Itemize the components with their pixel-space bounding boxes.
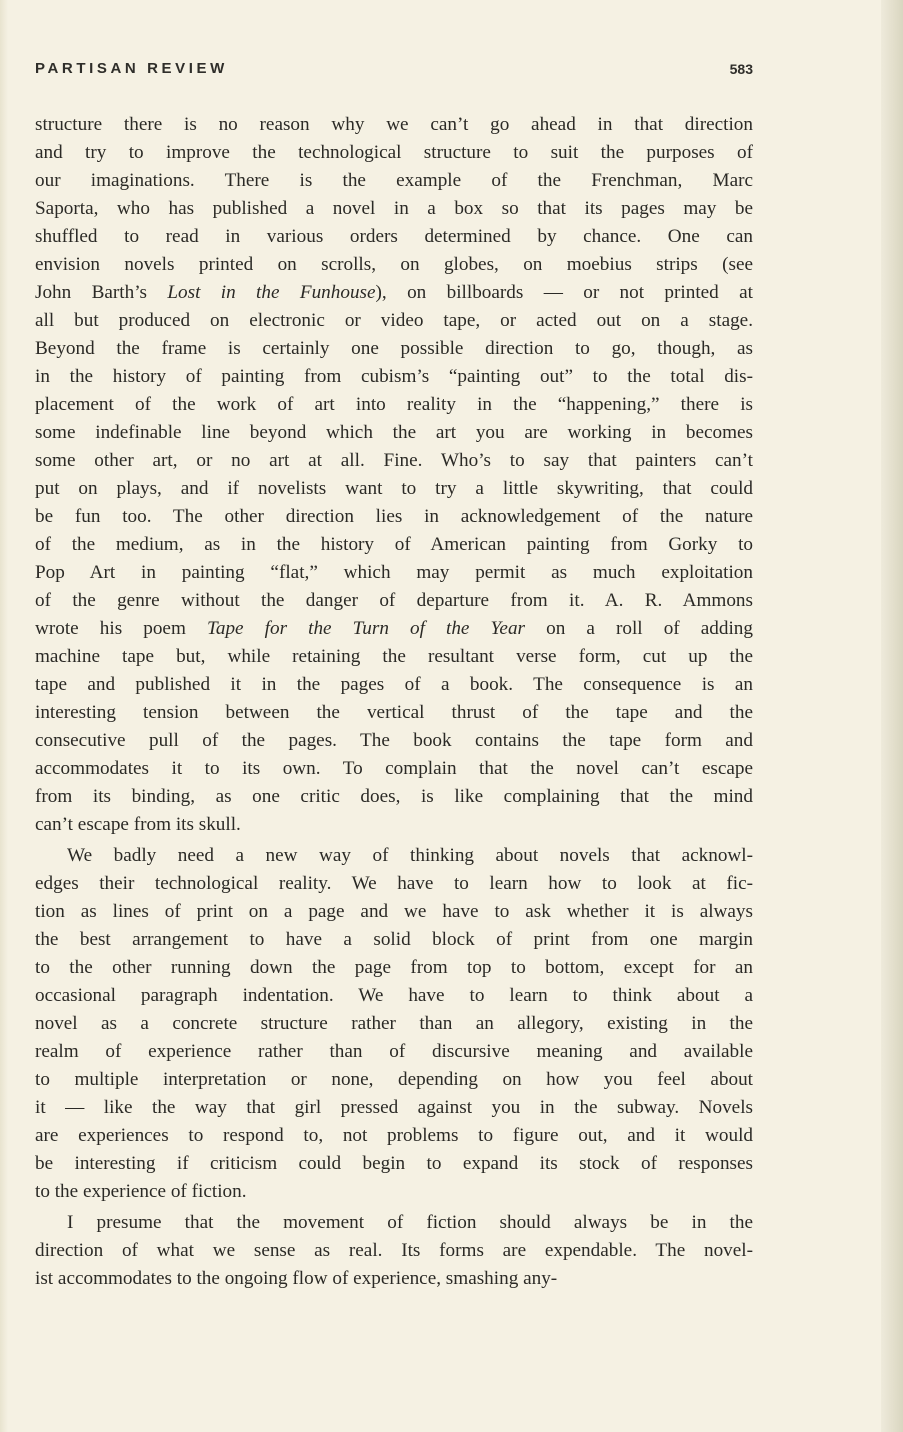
- text-line: [35, 1150, 753, 1178]
- text-line: [35, 811, 753, 839]
- text-line: [35, 251, 753, 279]
- text-segment: to multiple interpretation or none, depending on how you feel about: [35, 1069, 753, 1090]
- text-line: [35, 1094, 753, 1122]
- text-line: [35, 1010, 753, 1038]
- text-line: [35, 671, 753, 699]
- text-segment: and try to improve the technological structure to suit the purposes of: [35, 142, 753, 163]
- text-segment: tape and published it in the pages of a book. The consequence is an: [35, 674, 753, 695]
- text-segment: of the genre without the danger of departure from it. A. R. Ammons: [35, 590, 753, 611]
- text-segment: some other art, or no art at all. Fine. Who’s to say that painters can’t: [35, 450, 753, 471]
- text-segment: be fun too. The other direction lies in acknowledgement of the nature: [35, 506, 753, 527]
- text-segment: the best arrangement to have a solid block of print from one margin: [35, 929, 753, 950]
- text-line: [35, 870, 753, 898]
- text-segment: ist accommodates to the ongoing flow of experience, smashing any-: [35, 1268, 558, 1289]
- text-segment: consecutive pull of the pages. The book contains the tape form and: [35, 730, 753, 751]
- italic-title: Lost in the Funhouse: [167, 282, 376, 303]
- text-segment: wrote his poem: [35, 618, 207, 639]
- text-segment: from its binding, as one critic does, is like complaining that the mind: [35, 786, 753, 807]
- text-line: [35, 643, 753, 671]
- text-segment: machine tape but, while retaining the resultant verse form, cut up the: [35, 646, 753, 667]
- text-line: [35, 1066, 753, 1094]
- text-segment: accommodates it to its own. To complain that the novel can’t escape: [35, 758, 753, 779]
- text-segment: are experiences to respond to, not problems to figure out, and it would: [35, 1125, 753, 1146]
- text-segment: novel as a concrete structure rather than an allegory, existing in the: [35, 1013, 753, 1034]
- text-segment: shuffled to read in various orders determined by chance. One can: [35, 226, 753, 247]
- text-segment: put on plays, and if novelists want to try a little skywriting, that could: [35, 478, 753, 499]
- text-line: [35, 475, 753, 503]
- text-segment: Pop Art in painting “flat,” which may permit as much exploitation: [35, 562, 753, 583]
- text-segment: can’t escape from its skull.: [35, 814, 241, 835]
- text-line: [35, 419, 753, 447]
- text-line: [35, 587, 753, 615]
- text-segment: I presume that the movement of fiction should always be in the: [67, 1212, 753, 1233]
- text-line: [35, 195, 753, 223]
- text-segment: ), on billboards — or not printed at: [375, 282, 753, 303]
- text-line: [35, 954, 753, 982]
- text-line: [35, 615, 753, 643]
- text-segment: direction of what we sense as real. Its forms are expendable. The novel-: [35, 1240, 753, 1261]
- text-line: [35, 363, 753, 391]
- text-segment: our imaginations. There is the example of the Frenchman, Marc: [35, 170, 753, 191]
- text-line: [35, 898, 753, 926]
- page-number: 583: [729, 61, 753, 77]
- text-line: [35, 139, 753, 167]
- text-segment: occasional paragraph indentation. We have to learn to think about a: [35, 985, 753, 1006]
- text-line: [35, 335, 753, 363]
- text-segment: be interesting if criticism could begin to expand its stock of responses: [35, 1153, 753, 1174]
- text-segment: Beyond the frame is certainly one possible direction to go, though, as: [35, 338, 753, 359]
- text-line: [35, 842, 753, 870]
- text-segment: envision novels printed on scrolls, on globes, on moebius strips (see: [35, 254, 753, 275]
- text-segment: of the medium, as in the history of American painting from Gorky to: [35, 534, 753, 555]
- text-line: [35, 1209, 753, 1237]
- text-segment: We badly need a new way of thinking about novels that acknowl-: [67, 845, 753, 866]
- text-line: [35, 503, 753, 531]
- text-line: [35, 559, 753, 587]
- text-line: [35, 783, 753, 811]
- text-segment: placement of the work of art into reality in the “happening,” there is: [35, 394, 753, 415]
- text-line: [35, 307, 753, 335]
- text-segment: interesting tension between the vertical thrust of the tape and the: [35, 702, 753, 723]
- text-segment: to the experience of fiction.: [35, 1181, 247, 1202]
- text-segment: in the history of painting from cubism’s “painting out” to the total dis-: [35, 366, 753, 387]
- text-line: [35, 111, 753, 139]
- text-segment: it — like the way that girl pressed against you in the subway. Novels: [35, 1097, 753, 1118]
- text-line: [35, 223, 753, 251]
- paragraph: [35, 842, 753, 1206]
- text-line: [35, 1122, 753, 1150]
- paragraph: [35, 111, 753, 839]
- text-line: [35, 982, 753, 1010]
- text-line: [35, 1265, 753, 1293]
- text-segment: structure there is no reason why we can’t go ahead in that direction: [35, 114, 753, 135]
- text-segment: John Barth’s: [35, 282, 168, 303]
- text-segment: some indefinable line beyond which the art you are working in becomes: [35, 422, 753, 443]
- text-segment: all but produced on electronic or video tape, or acted out on a stage.: [35, 310, 753, 331]
- text-line: [35, 391, 753, 419]
- text-line: [35, 1237, 753, 1265]
- text-segment: tion as lines of print on a page and we have to ask whether it is always: [35, 901, 753, 922]
- text-line: [35, 926, 753, 954]
- text-line: [35, 1178, 753, 1206]
- page-gutter-shade: [0, 0, 8, 1432]
- journal-title: PARTISAN REVIEW: [35, 60, 228, 77]
- paragraph: [35, 1209, 753, 1293]
- text-line: [35, 531, 753, 559]
- text-segment: realm of experience rather than of discursive meaning and available: [35, 1041, 753, 1062]
- text-line: [35, 727, 753, 755]
- text-line: [35, 447, 753, 475]
- text-line: [35, 279, 753, 307]
- text-line: [35, 755, 753, 783]
- text-segment: Saporta, who has published a novel in a box so that its pages may be: [35, 198, 753, 219]
- text-segment: on a roll of adding: [525, 618, 753, 639]
- text-line: [35, 699, 753, 727]
- body-text: [35, 111, 753, 1293]
- italic-title: Tape for the Turn of the Year: [206, 618, 526, 639]
- text-line: [35, 167, 753, 195]
- text-line: [35, 1038, 753, 1066]
- text-segment: to the other running down the page from top to bottom, except for an: [35, 957, 753, 978]
- text-segment: edges their technological reality. We have to learn how to look at fic-: [35, 873, 753, 894]
- running-head: [35, 60, 753, 82]
- page-edge-shade: [881, 0, 903, 1432]
